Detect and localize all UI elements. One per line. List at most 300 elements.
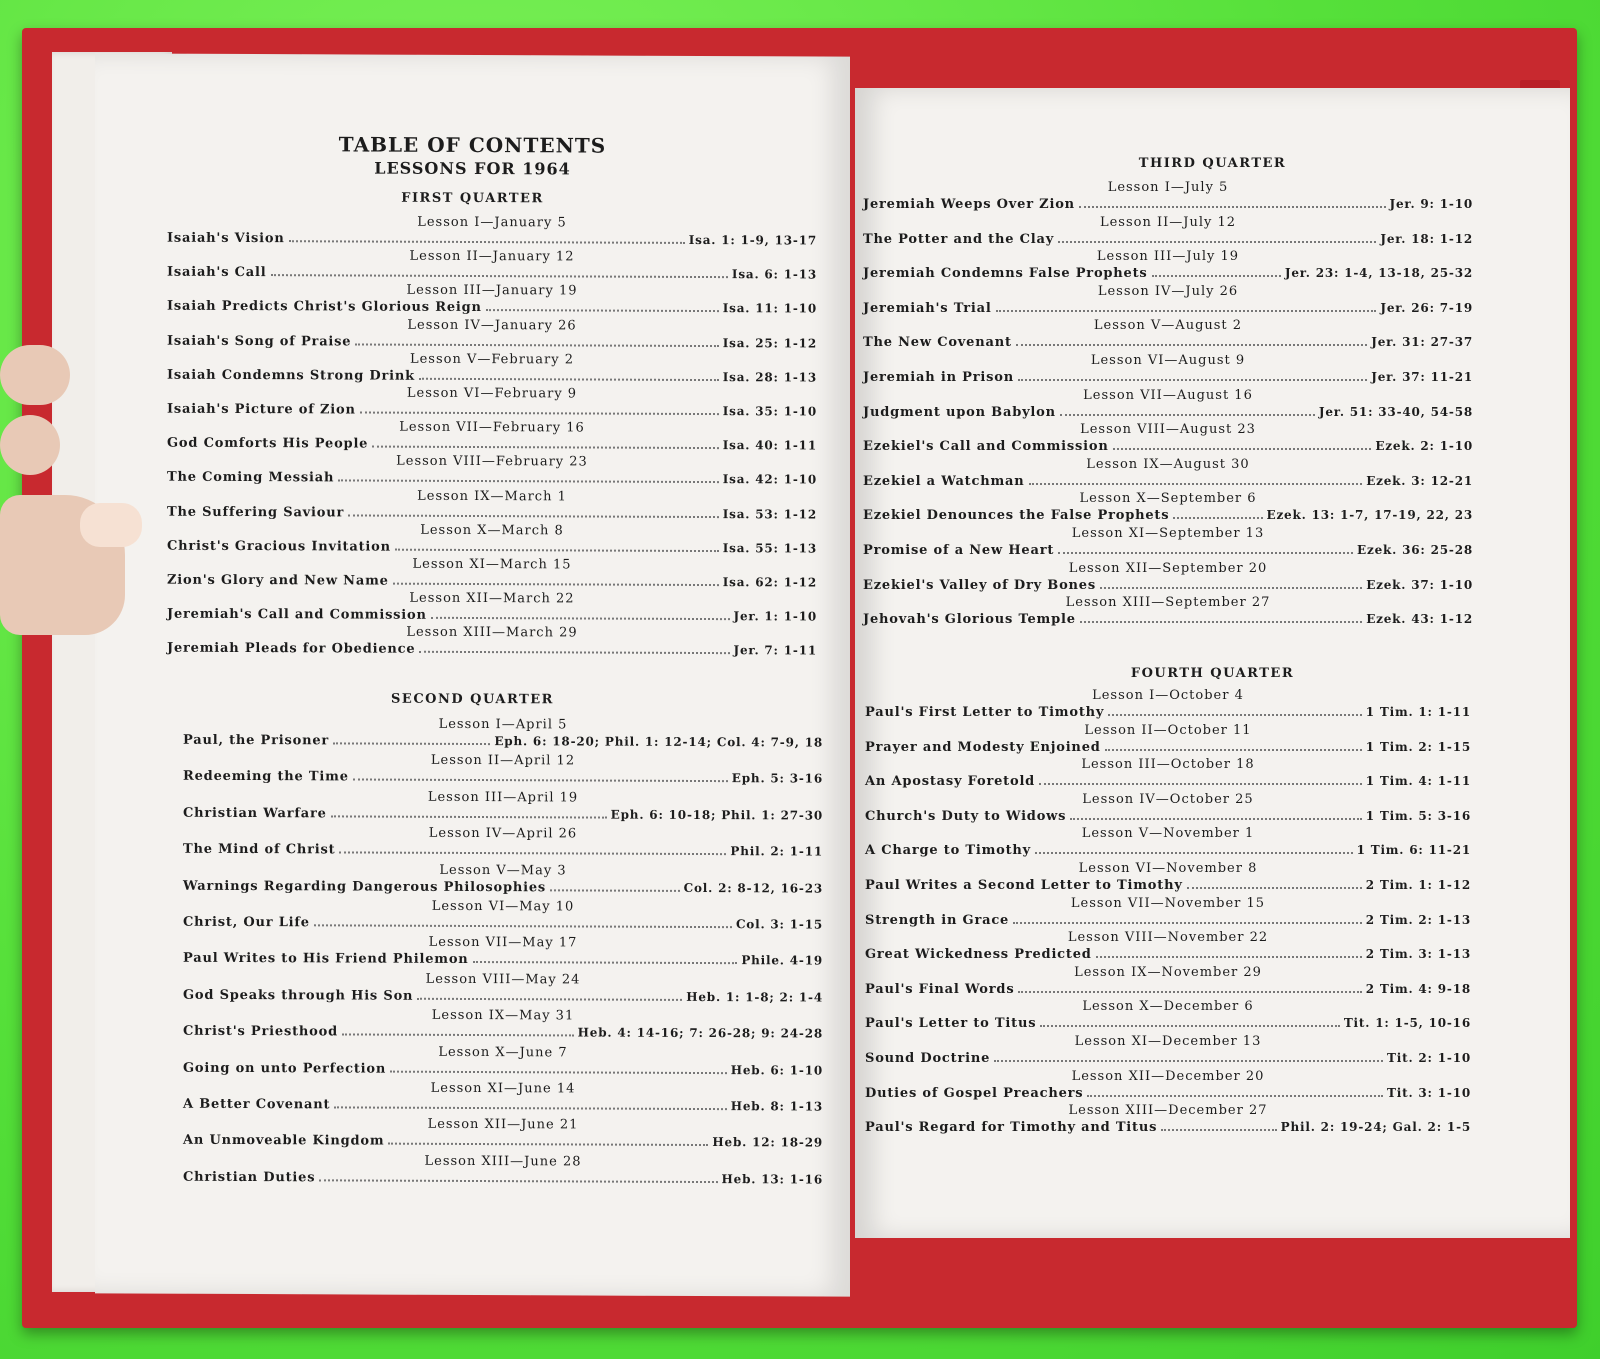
scripture-reference: Isa. 25: 1-12 [722,335,817,351]
lesson-title: The Potter and the Clay [863,231,1055,247]
lesson-line [167,231,817,249]
lesson-label: Lesson XIII—June 28 [424,1153,582,1170]
lesson-title: God Comforts His People [167,435,369,452]
lesson-line [183,1133,823,1151]
toc-entry [183,861,823,900]
lesson-line [167,402,817,420]
scripture-reference: Ezek. 43: 1-12 [1366,612,1473,627]
lesson-line [167,436,817,454]
lesson-label: Lesson II—January 12 [409,248,575,265]
lesson-title: God Speaks through His Son [183,987,414,1004]
lesson-title: Jeremiah's Call and Commission [167,606,427,623]
toc-entry [865,757,1471,793]
lesson-line [183,806,823,824]
lesson-title: Great Wickedness Predicted [865,947,1092,963]
lesson-line [865,809,1471,824]
dot-leader [348,514,719,518]
lesson-label: Lesson I—April 5 [438,716,568,733]
scripture-reference: Jer. 7: 1-11 [733,643,817,658]
lesson-line [865,774,1471,789]
lesson-line [865,1016,1471,1031]
scripture-reference: 2 Tim. 1: 1-12 [1365,878,1471,892]
toc-entry [865,861,1471,897]
dot-leader [334,1106,726,1110]
lesson-title: Paul's Final Words [865,981,1015,997]
lesson-line [183,988,823,1006]
lesson-label: Lesson III—January 19 [406,283,578,299]
lesson-label: Lesson I—July 5 [1107,180,1229,195]
lesson-line [183,1097,823,1115]
lesson-title: Isaiah's Picture of Zion [167,401,356,418]
toc-entry [167,521,817,560]
lesson-line [863,439,1473,454]
lesson-line [865,982,1471,997]
dot-leader [1187,887,1362,889]
dot-leader [1018,379,1367,381]
scripture-reference: 2 Tim. 4: 9-18 [1365,981,1471,996]
toc-entry [865,688,1471,724]
toc-entry [167,556,817,595]
lesson-line [167,265,817,283]
scripture-reference: Jer. 37: 11-21 [1371,370,1473,384]
lesson-label: Lesson XII—March 22 [409,590,575,607]
toc-entry [863,422,1473,458]
lesson-label: Lesson IX—March 1 [417,488,567,505]
dot-leader [395,548,719,551]
lesson-label: Lesson VIII—August 23 [1080,422,1256,438]
lesson-line [865,843,1471,858]
scripture-reference: Jer. 26: 7-19 [1380,300,1473,315]
lesson-line [183,769,823,787]
toc-entry [167,624,817,663]
lesson-label: Lesson XII—December 20 [1071,1068,1265,1084]
lesson-line [167,470,817,488]
lesson-label: Lesson VII—May 17 [428,935,578,951]
scripture-reference: Isa. 28: 1-13 [722,369,817,385]
dot-leader [331,815,607,818]
dot-leader [994,1060,1383,1062]
lesson-label: Lesson VII—November 15 [1070,895,1266,911]
lesson-line [865,740,1471,755]
toc-entry [183,1116,823,1155]
lesson-label: Lesson IV—July 26 [1097,283,1239,299]
scripture-reference: Tit. 2: 1-10 [1387,1051,1471,1065]
lesson-label: Lesson IX—November 29 [1074,964,1262,980]
scripture-reference: Col. 3: 1-15 [735,917,823,932]
toc-entry [863,526,1473,562]
lesson-title: Christian Warfare [183,805,327,822]
toc-entry [183,934,823,973]
lesson-line [167,299,817,317]
dot-leader [431,617,730,620]
lesson-line [863,474,1473,489]
toc-subtitle: LESSONS FOR 1964 [374,158,571,179]
toc-entry [183,1153,823,1192]
lesson-label: Lesson II—July 12 [1099,214,1237,230]
lesson-line [863,335,1473,350]
toc-entry [865,896,1471,932]
lesson-title: Isaiah Condemns Strong Drink [167,367,415,384]
dot-leader [339,852,726,856]
toc-entry [167,385,817,424]
lesson-title: A Charge to Timothy [865,843,1032,859]
lesson-title: Jeremiah Weeps Over Zion [863,197,1075,212]
dot-leader [1029,483,1363,485]
toc-entry [863,561,1473,597]
scripture-reference: Col. 2: 8-12, 16-23 [683,880,823,896]
second-quarter-heading: SECOND QUARTER [391,691,554,708]
toc-entry [865,792,1471,828]
lesson-title: Judgment upon Babylon [863,404,1056,420]
scripture-reference: Jer. 9: 1-10 [1389,197,1473,211]
lesson-title: Christian Duties [183,1169,316,1186]
toc-entry [167,316,817,355]
toc-entry [167,590,817,629]
lesson-label: Lesson I—October 4 [1092,688,1244,703]
scripture-reference: Ezek. 36: 25-28 [1357,543,1473,557]
lesson-line [167,504,817,522]
lesson-label: Lesson XIII—March 29 [406,625,578,641]
toc-entry [183,716,823,755]
left-page [95,53,850,1296]
lesson-title: Strength in Grace [865,912,1010,928]
dot-leader [1058,552,1353,554]
lesson-title: Paul Writes to His Friend Philemon [183,951,469,968]
lesson-label: Lesson VII—February 16 [399,419,585,436]
dot-leader [417,998,682,1001]
lesson-label: Lesson V—August 2 [1093,318,1243,334]
lesson-line [865,947,1471,962]
lesson-title: Jeremiah Pleads for Obedience [167,641,416,658]
lesson-title: The Mind of Christ [183,841,336,858]
lesson-title: Isaiah Predicts Christ's Glorious Reign [167,299,482,316]
lesson-title: Christ's Gracious Invitation [167,538,391,555]
lesson-title: A Better Covenant [183,1096,331,1113]
scripture-reference: Ezek. 3: 12-21 [1366,473,1473,488]
lesson-line [863,197,1473,212]
scripture-reference: Jer. 18: 1-12 [1380,231,1473,246]
scripture-reference: Ezek. 13: 1-7, 17-19, 22, 23 [1266,508,1473,523]
toc-entry [183,1007,823,1046]
lesson-label: Lesson III—October 18 [1081,757,1255,773]
dot-leader [360,412,719,416]
lesson-label: Lesson IV—October 25 [1082,791,1254,807]
scripture-reference: Heb. 12: 18-29 [712,1135,823,1150]
lesson-title: Church's Duty to Widows [865,808,1067,824]
dot-leader [1152,275,1281,277]
scripture-reference: Eph. 5: 3-16 [731,771,823,786]
lesson-label: Lesson III—April 19 [427,789,579,806]
lesson-title: Prayer and Modesty Enjoined [865,739,1101,755]
toc-entry [167,214,817,253]
dot-leader [393,583,719,586]
scripture-reference: Isa. 62: 1-12 [722,575,817,590]
scripture-reference: Ezek. 2: 1-10 [1375,439,1473,454]
scripture-reference: Heb. 13: 1-16 [721,1171,823,1187]
scripture-reference: 2 Tim. 3: 1-13 [1365,947,1471,962]
dot-leader [996,310,1377,312]
dot-leader [419,651,729,654]
scripture-reference: Jer. 1: 1-10 [733,609,817,624]
lesson-title: The New Covenant [863,335,1012,351]
lesson-title: Zion's Glory and New Name [167,572,389,589]
scripture-reference: Eph. 6: 10-18; Phil. 1: 27-30 [610,807,823,823]
lesson-line [863,578,1473,593]
dot-leader [486,309,719,312]
lesson-title: Going on unto Perfection [183,1060,387,1077]
lesson-title: Sound Doctrine [865,1051,991,1066]
lesson-label: Lesson XIII—December 27 [1068,1103,1268,1119]
lesson-title: Paul's Letter to Titus [865,1016,1037,1032]
lesson-label: Lesson VI—November 8 [1078,861,1258,876]
lesson-title: An Apostasy Foretold [865,774,1036,790]
lesson-line [183,842,823,860]
dot-leader [333,742,490,745]
scripture-reference: 2 Tim. 2: 1-13 [1365,912,1471,927]
dot-leader [473,961,738,964]
lesson-label: Lesson I—January 5 [417,214,567,231]
toc-entry [863,457,1473,493]
scripture-reference: Isa. 55: 1-13 [722,540,817,556]
lesson-line [865,913,1471,928]
scripture-reference: Jer. 51: 33-40, 54-58 [1318,404,1473,419]
lesson-label: Lesson V—February 2 [409,351,574,368]
lesson-title: Jeremiah Condemns False Prophets [863,266,1148,282]
scripture-reference: Heb. 6: 1-10 [730,1062,823,1078]
lesson-line [183,951,823,969]
right-page [855,88,1570,1238]
toc-entry [865,723,1471,759]
hand [0,345,160,645]
scripture-reference: Eph. 6: 18-20; Phil. 1: 12-14; Col. 4: 7-9, 18 [494,734,823,750]
dot-leader [388,1143,708,1146]
lesson-line [863,301,1473,316]
lesson-label: Lesson XI—June 14 [430,1080,576,1097]
lesson-line [865,878,1471,893]
lesson-line [863,543,1473,558]
toc-entry [183,1080,823,1119]
lesson-line [183,1170,823,1188]
toc-entry [167,487,817,526]
lesson-title: The Suffering Saviour [167,504,345,521]
lesson-title: Paul Writes a Second Letter to Timothy [865,878,1183,893]
lesson-line [863,232,1473,247]
dot-leader [271,274,728,278]
scripture-reference: Phil. 2: 1-11 [730,844,823,859]
fourth-quarter-heading: FOURTH QUARTER [1130,666,1295,681]
dot-leader [1161,1129,1276,1131]
dot-leader [314,924,732,928]
toc-entry [865,826,1471,862]
dot-leader [1105,749,1362,751]
lesson-label: Lesson V—November 1 [1081,826,1255,842]
toc-entry [167,453,817,492]
toc-entry [183,825,823,864]
lesson-line [865,705,1471,720]
lesson-title: Jeremiah in Prison [863,370,1014,385]
toc-entry [863,249,1473,285]
lesson-label: Lesson III—July 19 [1096,249,1240,265]
lesson-label: Lesson XIII—September 27 [1065,595,1271,611]
lesson-title: Ezekiel Denounces the False Prophets [863,508,1170,524]
lesson-title: Ezekiel's Valley of Dry Bones [863,577,1096,593]
lesson-line [183,1060,823,1078]
scripture-reference: Isa. 40: 1-11 [722,438,817,453]
lesson-label: Lesson IV—April 26 [428,825,578,842]
lesson-label: Lesson XII—June 21 [427,1117,579,1133]
lesson-label: Lesson X—March 8 [420,522,564,539]
lesson-label: Lesson X—September 6 [1079,491,1257,507]
scripture-reference: Isa. 6: 1-13 [731,267,817,282]
first-quarter-heading: FIRST QUARTER [401,190,544,207]
lesson-line [865,1086,1471,1101]
scripture-reference: Heb. 4: 14-16; 7: 26-28; 9: 24-28 [577,1025,823,1041]
lesson-line [863,405,1473,420]
lesson-line [863,266,1473,281]
dot-leader [342,1034,574,1037]
lesson-title: Isaiah's Song of Praise [167,333,352,350]
dot-leader [1060,414,1315,416]
dot-leader [1100,587,1362,589]
toc-entry [167,350,817,389]
lesson-title: Promise of a New Heart [863,543,1055,558]
lesson-title: Duties of Gospel Preachers [865,1085,1084,1101]
dot-leader [1108,714,1361,716]
toc-entry [863,595,1473,631]
lesson-label: Lesson VII—August 16 [1083,387,1253,403]
dot-leader [1058,241,1376,243]
toc-entry [167,248,817,287]
lesson-title: Ezekiel's Call and Commission [863,439,1109,455]
toc-entry [167,419,817,458]
lesson-title: An Unmoveable Kingdom [183,1133,385,1150]
lesson-label: Lesson VIII—May 24 [425,971,581,988]
lesson-label: Lesson XII—September 20 [1068,560,1268,576]
lesson-label: Lesson VI—May 10 [431,898,575,915]
lesson-line [167,538,817,556]
lesson-title: Christ, Our Life [183,914,310,931]
scripture-reference: 1 Tim. 2: 1-15 [1365,739,1471,754]
toc-entry [183,789,823,828]
lesson-line [167,333,817,351]
toc-entry [863,388,1473,424]
lesson-title: Christ's Priesthood [183,1023,338,1040]
lesson-line [167,607,817,625]
lesson-title: Paul's First Letter to Timothy [865,705,1105,720]
dot-leader [1070,818,1361,820]
lesson-label: Lesson VIII—November 22 [1067,930,1269,946]
dot-leader [1113,448,1372,450]
lesson-line [865,1120,1471,1135]
dot-leader [355,343,718,347]
toc-entry [183,1043,823,1082]
lesson-label: Lesson XI—September 13 [1071,526,1265,541]
toc-entry [183,971,823,1010]
lesson-title: Jeremiah's Trial [863,300,992,316]
scripture-reference: Heb. 8: 1-13 [730,1099,823,1114]
lesson-label: Lesson XI—March 15 [412,556,572,573]
scripture-reference: Isa. 42: 1-10 [722,472,817,487]
lesson-label: Lesson IX—May 31 [431,1008,575,1024]
lesson-line [863,508,1473,523]
dot-leader [550,889,680,892]
scripture-reference: Tit. 3: 1-10 [1387,1085,1471,1100]
lesson-title: Ezekiel a Watchman [863,473,1025,489]
dot-leader [319,1179,717,1183]
scripture-reference: Tit. 1: 1-5, 10-16 [1343,1016,1471,1031]
lesson-label: Lesson XI—December 13 [1074,1034,1262,1049]
lesson-line [183,1024,823,1042]
scripture-reference: Heb. 1: 1-8; 2: 1-4 [686,989,823,1005]
lesson-label: Lesson VIII—February 23 [396,454,588,470]
lesson-line [865,1051,1471,1066]
lesson-label: Lesson II—October 11 [1084,722,1252,738]
dot-leader [419,378,719,381]
dot-leader [1173,517,1262,519]
lesson-line [183,878,823,896]
lesson-line [167,367,817,385]
dot-leader [353,779,728,783]
lesson-line [183,733,823,751]
dot-leader [1013,922,1362,924]
lesson-line [863,612,1473,627]
scripture-reference: Isa. 53: 1-12 [722,506,817,522]
scripture-reference: Isa. 1: 1-9, 13-17 [688,232,817,248]
toc-entry [863,491,1473,527]
scripture-reference: Isa. 11: 1-10 [722,301,817,316]
toc-entry [183,752,823,791]
toc-entry [865,999,1471,1035]
dot-leader [1016,344,1367,346]
toc-entry [183,898,823,937]
toc-entry [863,215,1473,251]
scripture-reference: Phile. 4-19 [741,953,823,968]
dot-leader [1040,1025,1340,1027]
scripture-reference: Isa. 35: 1-10 [722,404,817,419]
lesson-title: Redeeming the Time [183,769,349,785]
dot-leader [1087,1095,1383,1097]
dot-leader [1039,783,1362,785]
scripture-reference: Ezek. 37: 1-10 [1366,577,1473,592]
dot-leader [1035,852,1353,854]
toc-title: TABLE OF CONTENTS [338,132,607,158]
lesson-title: Paul's Regard for Timothy and Titus [865,1120,1158,1136]
dot-leader [1080,621,1362,623]
toc-entry [863,353,1473,389]
dot-leader [289,240,685,244]
scripture-reference: 1 Tim. 5: 3-16 [1365,808,1471,823]
scripture-reference: Phil. 2: 19-24; Gal. 2: 1-5 [1280,1120,1471,1135]
lesson-label: Lesson VI—August 9 [1090,353,1246,368]
toc-entry [863,180,1473,216]
scripture-reference: 1 Tim. 6: 11-21 [1356,843,1471,858]
dot-leader [1079,206,1386,208]
lesson-title: Warnings Regarding Dangerous Philosophies [183,878,547,895]
scripture-reference: 1 Tim. 1: 1-11 [1365,705,1471,719]
lesson-label: Lesson X—June 7 [438,1044,568,1061]
lesson-line [167,573,817,591]
lesson-title: Isaiah's Vision [167,230,285,247]
lesson-line [167,641,817,659]
toc-entry [865,1034,1471,1070]
lesson-title: Isaiah's Call [167,264,267,281]
toc-entry [865,930,1471,966]
lesson-label: Lesson X—December 6 [1082,999,1254,1015]
lesson-label: Lesson IV—January 26 [407,317,577,334]
lesson-label: Lesson VI—February 9 [406,385,578,402]
lesson-label: Lesson IX—August 30 [1086,456,1250,472]
dot-leader [372,446,718,450]
